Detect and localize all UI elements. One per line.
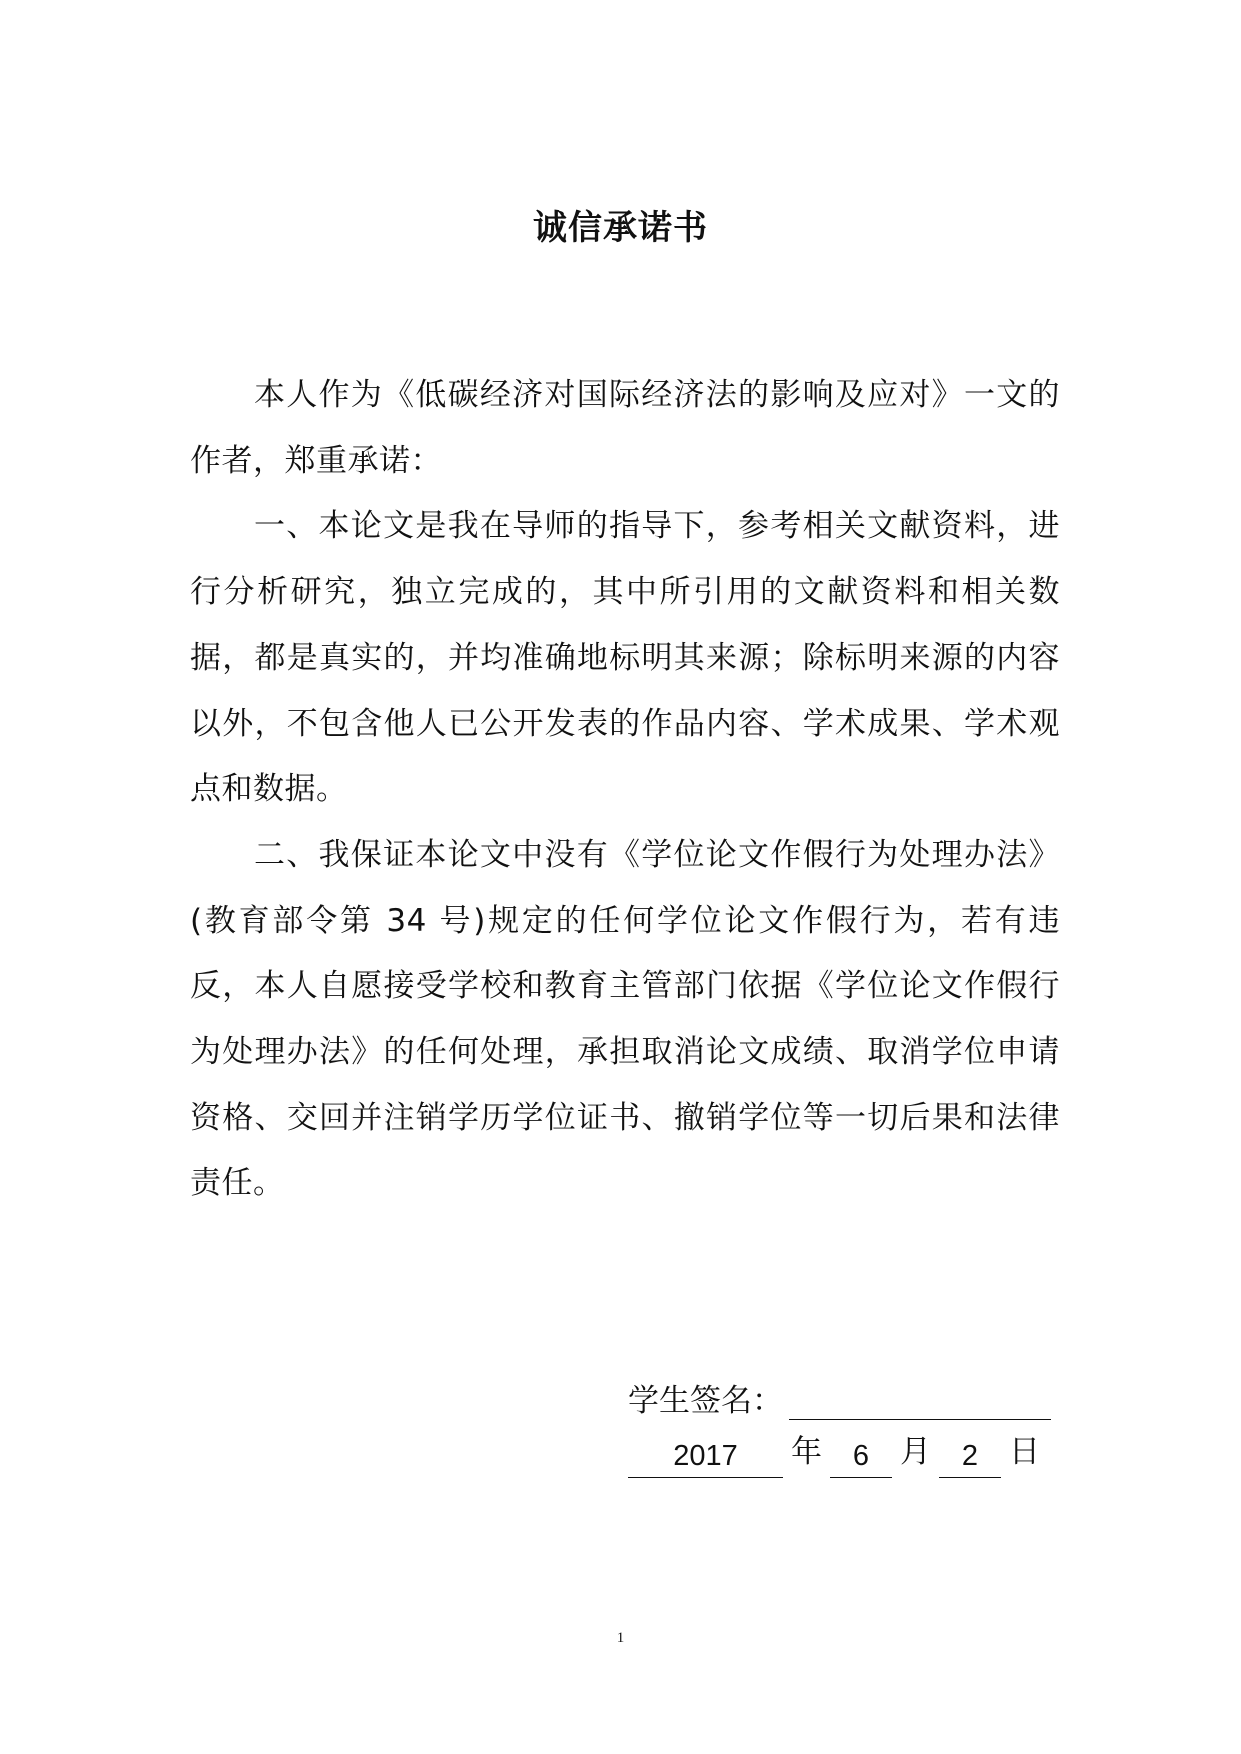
document-body — [190, 363, 1060, 1217]
signature-line[interactable] — [789, 1381, 1051, 1420]
date-block — [628, 1428, 1048, 1478]
signature-block — [628, 1370, 1051, 1420]
document-title: 诚信承诺书 — [533, 208, 708, 248]
date-day-field[interactable]: 2 — [939, 1437, 1001, 1478]
paragraph-intro: 本人作为《低碳经济对国际经济法的影响及应对》一文的作者，郑重承诺： — [190, 377, 1060, 479]
date-day-unit: 日 — [1009, 1434, 1040, 1470]
date-year-field[interactable]: 2017 — [628, 1437, 783, 1478]
date-year-unit: 年 — [791, 1434, 822, 1470]
signature-label: 学生签名： — [628, 1383, 783, 1419]
page-number: 1 — [616, 1630, 625, 1646]
date-month-unit: 月 — [900, 1434, 931, 1470]
paragraph-commitment-2: 二、我保证本论文中没有《学位论文作假行为处理办法》(教育部令第 34 号)规定的任何学位论文作假行为，若有违反，本人自愿接受学校和教育主管部门依据《学位论文作假行为处理办法》的任何处理，承担取消论文成绩、取消学位申请资格、交回并注销学历学位证书、撤销学位等一切后果和法律责任。 — [190, 836, 1060, 1202]
paragraph-commitment-1: 一、本论文是我在导师的指导下，参考相关文献资料，进行分析研究，独立完成的，其中所引用的文献资料和相关数据，都是真实的，并均准确地标明其来源；除标明来源的内容以外，不包含他人已公开发表的作品内容、学术成果、学术观点和数据。 — [190, 508, 1060, 808]
date-month-field[interactable]: 6 — [830, 1437, 892, 1478]
